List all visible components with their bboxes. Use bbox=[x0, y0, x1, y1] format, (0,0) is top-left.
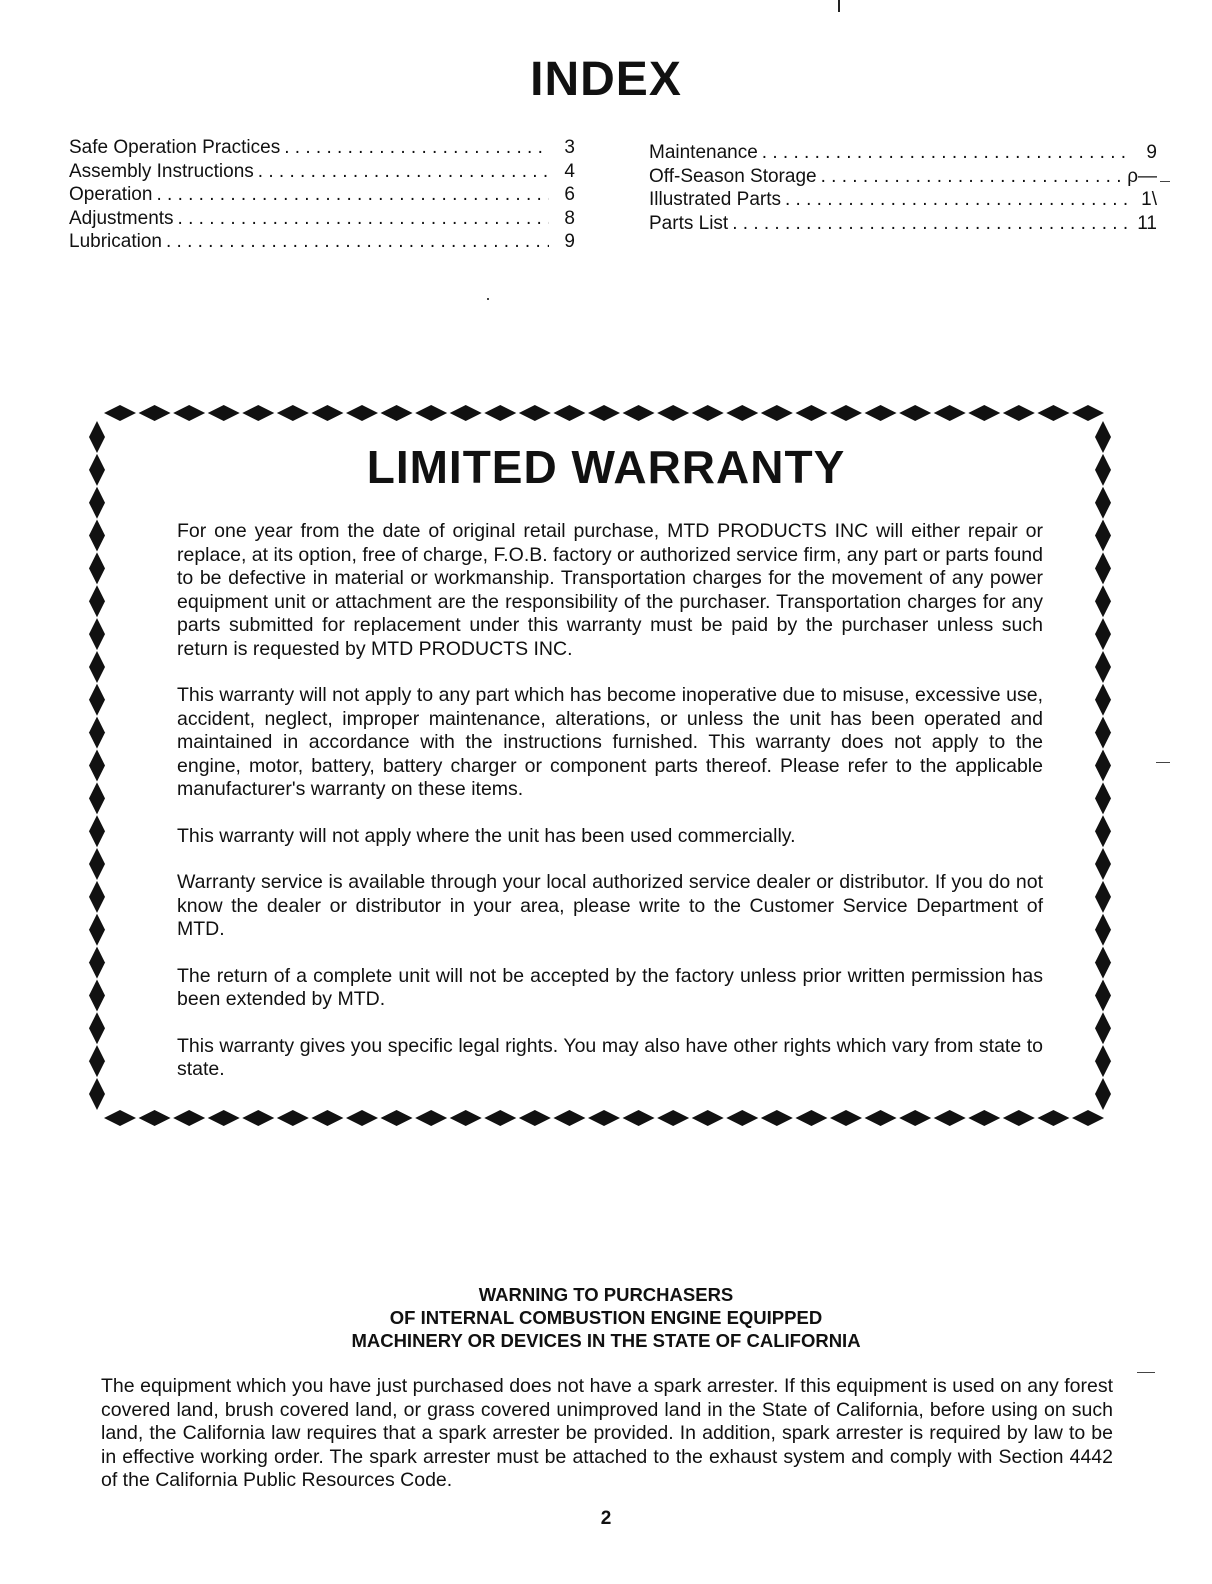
border-diamond-right bbox=[1095, 947, 1111, 979]
toc-label: Lubrication bbox=[69, 231, 162, 252]
toc-page-number: 4 bbox=[564, 160, 575, 182]
scan-speck bbox=[1160, 181, 1170, 182]
border-diamond-top bbox=[934, 405, 966, 421]
border-diamond-bottom bbox=[865, 1110, 897, 1126]
border-diamond-bottom bbox=[726, 1110, 758, 1126]
warranty-paragraph: Warranty service is available through your local authorized service dealer or distributor. If you do not know the dealer or distributor in your area, please write to the Customer Service Department of MTD. bbox=[177, 871, 1043, 940]
border-diamond-bottom bbox=[311, 1110, 343, 1126]
border-diamond-bottom bbox=[208, 1110, 240, 1126]
border-diamond-right bbox=[1095, 848, 1111, 880]
toc-page-number: 9 bbox=[564, 231, 575, 252]
border-diamond-left bbox=[89, 947, 105, 979]
border-diamond-bottom bbox=[934, 1110, 966, 1126]
toc-label: Adjustments bbox=[69, 207, 174, 229]
border-diamond-top bbox=[242, 405, 274, 421]
border-diamond-top bbox=[519, 405, 551, 421]
toc-label: Off-Season Storage bbox=[649, 165, 817, 187]
border-diamond-top bbox=[1072, 405, 1104, 421]
border-diamond-bottom bbox=[588, 1110, 620, 1126]
california-warning-heading bbox=[0, 1283, 1212, 1352]
border-diamond-bottom bbox=[692, 1110, 724, 1126]
toc-page-number: 8 bbox=[564, 207, 575, 229]
border-diamond-left bbox=[89, 815, 105, 847]
border-diamond-bottom bbox=[623, 1110, 655, 1126]
border-diamond-bottom bbox=[415, 1110, 447, 1126]
border-diamond-top bbox=[553, 405, 585, 421]
border-diamond-top bbox=[381, 405, 413, 421]
border-diamond-bottom bbox=[1037, 1110, 1069, 1126]
warranty-paragraph: This warranty gives you specific legal rights. You may also have other rights which vary from state to state. bbox=[177, 1034, 1043, 1080]
border-diamond-right bbox=[1095, 717, 1111, 749]
border-diamond-bottom bbox=[1072, 1110, 1104, 1126]
border-diamond-bottom bbox=[104, 1110, 136, 1126]
border-diamond-top bbox=[623, 405, 655, 421]
border-diamond-bottom bbox=[761, 1110, 793, 1126]
warranty-title: LIMITED WARRANTY bbox=[366, 441, 846, 493]
border-diamond-bottom bbox=[830, 1110, 862, 1126]
toc-label: Operation bbox=[69, 184, 153, 205]
toc-page-number: 11 bbox=[1137, 212, 1157, 234]
border-diamond-right bbox=[1095, 618, 1111, 650]
border-diamond-top bbox=[968, 405, 1000, 421]
border-diamond-right bbox=[1095, 750, 1111, 782]
scan-speck bbox=[1137, 1372, 1155, 1373]
border-diamond-left bbox=[89, 750, 105, 782]
border-diamond-right bbox=[1095, 979, 1111, 1011]
border-diamond-right bbox=[1095, 552, 1111, 584]
border-diamond-bottom bbox=[277, 1110, 309, 1126]
border-diamond-top bbox=[139, 405, 171, 421]
border-diamond-left bbox=[89, 881, 105, 913]
toc-label: Assembly Instructions bbox=[69, 160, 254, 182]
warning-body: The equipment which you have just purchased does not have a spark arrester. If this equipment is used on any forest covered land, brush covered land, or grass covered unimproved land in the State of California, before using on such land, the California law requires that a spark arrester be provided. In addition, spark arrester is required by law to be in effective working order. The spark arrester must be attached to the exhaust system and comply with Section 4442 of the California Public Resources Code. bbox=[101, 1375, 1113, 1491]
border-diamond-left bbox=[89, 585, 105, 617]
border-diamond-left bbox=[89, 520, 105, 552]
border-diamond-bottom bbox=[173, 1110, 205, 1126]
border-diamond-right bbox=[1095, 914, 1111, 946]
scan-speck bbox=[1156, 762, 1170, 763]
border-diamond-top bbox=[277, 405, 309, 421]
warning-title-line: OF INTERNAL COMBUSTION ENGINE EQUIPPED bbox=[389, 1307, 823, 1328]
border-diamond-top bbox=[1037, 405, 1069, 421]
border-diamond-left bbox=[89, 979, 105, 1011]
warranty-body bbox=[177, 520, 1043, 1105]
border-diamond-bottom bbox=[242, 1110, 274, 1126]
toc-page-number: ρ— bbox=[1127, 165, 1157, 187]
border-diamond-left bbox=[89, 1012, 105, 1044]
border-diamond-bottom bbox=[139, 1110, 171, 1126]
border-diamond-left bbox=[89, 717, 105, 749]
toc-page-number: 9 bbox=[1146, 142, 1157, 163]
border-diamond-top bbox=[311, 405, 343, 421]
border-diamond-bottom bbox=[519, 1110, 551, 1126]
border-diamond-right bbox=[1095, 782, 1111, 814]
border-diamond-bottom bbox=[450, 1110, 482, 1126]
border-diamond-right bbox=[1095, 1045, 1111, 1077]
border-diamond-top bbox=[346, 405, 378, 421]
border-diamond-bottom bbox=[346, 1110, 378, 1126]
warning-title-line: MACHINERY OR DEVICES IN THE STATE OF CALIFORNIA bbox=[351, 1330, 861, 1351]
border-diamond-top bbox=[208, 405, 240, 421]
border-diamond-left bbox=[89, 684, 105, 716]
border-diamond-bottom bbox=[795, 1110, 827, 1126]
toc-page-number: 1\ bbox=[1141, 189, 1157, 210]
border-diamond-left bbox=[89, 1045, 105, 1077]
border-diamond-right bbox=[1095, 1078, 1111, 1110]
border-diamond-top bbox=[657, 405, 689, 421]
border-diamond-top bbox=[484, 405, 516, 421]
border-diamond-top bbox=[830, 405, 862, 421]
border-diamond-right bbox=[1095, 815, 1111, 847]
border-diamond-left bbox=[89, 651, 105, 683]
border-diamond-top bbox=[899, 405, 931, 421]
border-diamond-right bbox=[1095, 881, 1111, 913]
border-diamond-top bbox=[104, 405, 136, 421]
warning-title-line: WARNING TO PURCHASERS bbox=[478, 1284, 734, 1305]
border-diamond-right bbox=[1095, 651, 1111, 683]
border-diamond-top bbox=[865, 405, 897, 421]
page-number: 2 bbox=[600, 1508, 612, 1529]
warranty-paragraph: This warranty will not apply to any part which has become inoperative due to misuse, excessive use, accident, neglect, improper maintenance, alterations, or unless the unit has been operated and maintained in accordance with the instructions furnished. This warranty does not apply to the engine, motor, battery, battery charger or component parts thereof. Please refer to the applicable manufacturer's warranty on these items. bbox=[177, 684, 1043, 800]
border-diamond-bottom bbox=[484, 1110, 516, 1126]
border-diamond-left bbox=[89, 782, 105, 814]
border-diamond-bottom bbox=[1003, 1110, 1035, 1126]
border-diamond-bottom bbox=[899, 1110, 931, 1126]
border-diamond-top bbox=[726, 405, 758, 421]
toc-label: Safe Operation Practices bbox=[69, 137, 281, 158]
border-diamond-top bbox=[588, 405, 620, 421]
toc-label: Parts List bbox=[649, 212, 729, 234]
border-diamond-bottom bbox=[553, 1110, 585, 1126]
border-diamond-left bbox=[89, 618, 105, 650]
border-diamond-left bbox=[89, 914, 105, 946]
warranty-paragraph: The return of a complete unit will not be accepted by the factory unless prior written permission has been extended by MTD. bbox=[177, 964, 1043, 1010]
border-diamond-bottom bbox=[381, 1110, 413, 1126]
border-diamond-right bbox=[1095, 520, 1111, 552]
border-diamond-bottom bbox=[968, 1110, 1000, 1126]
border-diamond-top bbox=[415, 405, 447, 421]
border-diamond-top bbox=[761, 405, 793, 421]
border-diamond-top bbox=[692, 405, 724, 421]
border-diamond-right bbox=[1095, 585, 1111, 617]
border-diamond-left bbox=[89, 1078, 105, 1110]
warranty-paragraph: This warranty will not apply where the unit has been used commercially. bbox=[177, 824, 796, 847]
border-diamond-top bbox=[1003, 405, 1035, 421]
toc-page-number: 3 bbox=[564, 137, 575, 158]
toc-label: Illustrated Parts bbox=[649, 189, 781, 210]
border-diamond-right bbox=[1095, 684, 1111, 716]
warranty-paragraph: For one year from the date of original retail purchase, MTD PRODUCTS INC will either repair or replace, at its option, free of charge, F.O.B. factory or authorized service firm, any part or parts found to be defective in material or workmanship. Transportation charges for the movement of any power equipment unit or attachment are the responsibility of the purchaser. Transportation charges for any parts submitted for replacement under this warranty must be paid by the purchaser unless such return is requested by MTD PRODUCTS INC. bbox=[177, 520, 1043, 660]
border-diamond-top bbox=[173, 405, 205, 421]
border-diamond-top bbox=[450, 405, 482, 421]
border-diamond-bottom bbox=[657, 1110, 689, 1126]
toc-page-number: 6 bbox=[564, 184, 575, 205]
scan-speck bbox=[487, 298, 489, 300]
toc-label: Maintenance bbox=[649, 142, 758, 163]
border-diamond-left bbox=[89, 848, 105, 880]
index-title: INDEX bbox=[530, 53, 682, 106]
border-diamond-top bbox=[795, 405, 827, 421]
border-diamond-left bbox=[89, 552, 105, 584]
border-diamond-right bbox=[1095, 1012, 1111, 1044]
